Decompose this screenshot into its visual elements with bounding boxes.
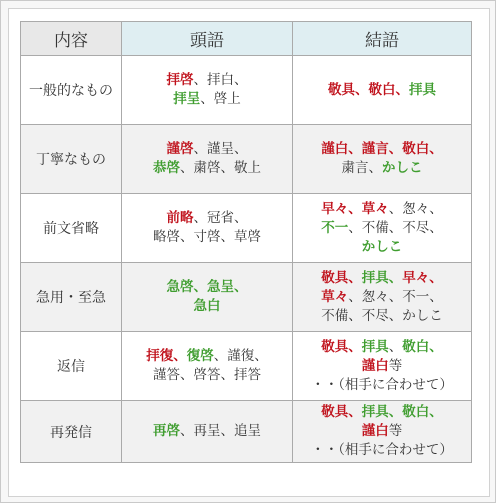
term-line — [295, 269, 469, 288]
term-text: 、 — [388, 141, 403, 157]
term-text: 再啓 — [153, 423, 180, 439]
term-text: 怱々、不一、 — [361, 288, 443, 305]
header-row — [21, 22, 472, 56]
term-text: 謹啓 — [166, 141, 194, 157]
term-text: 敬具 — [321, 338, 349, 355]
term-line — [295, 81, 469, 100]
term-text: 謹呈、 — [207, 141, 248, 157]
header-category: 内容 — [21, 22, 122, 56]
term-text: 拝具 — [361, 269, 389, 286]
term-text: 不一 — [321, 219, 349, 236]
opening-cell — [122, 263, 293, 332]
term-line — [124, 366, 290, 385]
term-text: 等 — [388, 357, 403, 374]
term-text: 、 — [388, 338, 403, 355]
term-text: 等 — [388, 423, 403, 439]
greeting-table — [20, 21, 472, 463]
term-text: 冠省、 — [207, 210, 248, 226]
term-text: 、 — [200, 91, 214, 107]
term-text: かしこ — [382, 160, 423, 176]
term-line — [124, 347, 290, 366]
term-text: 、 — [429, 269, 443, 286]
row-category: 丁寧なもの — [21, 125, 122, 194]
term-text: 粛啓、敬上 — [193, 160, 261, 176]
term-line — [295, 140, 469, 159]
term-text: 不備、不尽、かしこ — [321, 307, 443, 324]
term-text: 拝具 — [409, 81, 436, 98]
header-opening: 頭語 — [122, 22, 293, 56]
table-row — [21, 125, 472, 194]
term-text: 敬具 — [321, 269, 349, 286]
term-text: 、 — [355, 81, 369, 98]
term-text: 、 — [348, 219, 362, 236]
term-line — [124, 90, 290, 109]
term-text: 略啓、寸啓、草啓 — [153, 229, 261, 245]
term-text: 恭啓 — [153, 160, 180, 176]
term-text: ・・（相手に合わせて） — [311, 376, 453, 393]
term-text: 拝復 — [146, 348, 174, 364]
table-row — [21, 401, 472, 463]
term-text: 、 — [348, 288, 362, 305]
opening-cell — [122, 56, 293, 125]
term-text: 再呈、追呈 — [193, 423, 261, 439]
term-text: 、 — [180, 423, 194, 439]
term-text: かしこ — [361, 238, 403, 255]
closing-cell — [293, 332, 472, 401]
closing-cell — [293, 401, 472, 463]
term-line — [295, 307, 469, 326]
closing-cell — [293, 263, 472, 332]
term-line — [295, 159, 469, 178]
term-text: 早々 — [321, 200, 349, 217]
term-text: ・・（相手に合わせて） — [311, 442, 453, 458]
term-text: 、 — [388, 200, 403, 217]
term-line — [124, 140, 290, 159]
term-text: 、 — [348, 200, 362, 217]
term-text: 拝呈 — [173, 91, 201, 107]
term-text: 敬白 — [368, 81, 396, 98]
term-text: 敬具 — [321, 404, 349, 420]
term-text: 謹復、 — [227, 348, 268, 364]
term-line — [295, 403, 469, 422]
term-line — [124, 71, 290, 90]
term-text: 草々 — [361, 200, 389, 217]
term-line — [124, 228, 290, 247]
term-text: 、 — [173, 348, 187, 364]
term-text: 、 — [388, 404, 403, 420]
term-text: 不備、不尽、 — [361, 219, 443, 236]
term-text: 、 — [429, 404, 443, 420]
term-line — [295, 441, 469, 460]
term-line — [295, 338, 469, 357]
opening-cell — [122, 194, 293, 263]
closing-cell — [293, 194, 472, 263]
term-text: 、 — [348, 141, 362, 157]
term-line — [124, 422, 290, 441]
opening-cell — [122, 332, 293, 401]
term-line — [124, 159, 290, 178]
term-text: 拝啓 — [166, 72, 194, 88]
term-line — [124, 209, 290, 228]
row-category: 急用・至急 — [21, 263, 122, 332]
term-text: 粛言、 — [341, 160, 382, 176]
term-text: 敬白 — [402, 338, 430, 355]
row-category: 前文省略 — [21, 194, 122, 263]
term-text: 、 — [395, 81, 409, 98]
closing-cell — [293, 125, 472, 194]
term-text: 敬具 — [328, 81, 355, 98]
term-text: 、 — [180, 160, 194, 176]
term-text: 早々 — [402, 269, 430, 286]
closing-cell — [293, 56, 472, 125]
header-closing: 結語 — [293, 22, 472, 56]
term-text: 謹白 — [361, 423, 389, 439]
term-text: 謹白 — [361, 357, 389, 374]
term-text: 、 — [213, 348, 228, 364]
opening-cell — [122, 125, 293, 194]
term-text: 、 — [193, 210, 207, 226]
term-line — [124, 278, 290, 297]
term-text: 怱々、 — [402, 200, 443, 217]
row-category: 一般的なもの — [21, 56, 122, 125]
term-text: 敬白 — [402, 404, 430, 420]
term-text: 拝具 — [361, 338, 389, 355]
term-text: 急呈 — [207, 279, 234, 295]
term-text: 草々 — [321, 288, 349, 305]
term-text: 謹白 — [321, 141, 349, 157]
term-text: 謹言 — [361, 141, 389, 157]
term-text: 急白 — [193, 298, 221, 314]
term-text: 急啓 — [166, 279, 194, 295]
term-text: 、 — [193, 279, 207, 295]
opening-cell — [122, 401, 293, 463]
term-line — [295, 422, 469, 441]
term-text: 前略 — [166, 210, 194, 226]
term-text: 拝具 — [361, 404, 389, 420]
term-text: 敬白 — [402, 141, 430, 157]
term-line — [295, 376, 469, 395]
term-line — [295, 200, 469, 219]
term-text: 、 — [429, 338, 443, 355]
term-text: 、 — [234, 279, 248, 295]
row-category: 再発信 — [21, 401, 122, 463]
term-text: 、 — [193, 141, 207, 157]
term-text: 、 — [348, 269, 362, 286]
term-line — [295, 288, 469, 307]
term-text: 、 — [388, 269, 403, 286]
table-row — [21, 263, 472, 332]
term-text: 、 — [193, 72, 207, 88]
table-row — [21, 56, 472, 125]
term-text: 啓上 — [213, 91, 241, 107]
term-text: 拝白、 — [207, 72, 248, 88]
term-text: 、 — [348, 404, 362, 420]
term-line — [124, 297, 290, 316]
term-text: 、 — [348, 338, 362, 355]
term-line — [295, 357, 469, 376]
row-category: 返信 — [21, 332, 122, 401]
term-text: 、 — [429, 141, 443, 157]
term-text: 謹答、啓答、拝答 — [153, 367, 261, 383]
table-row — [21, 194, 472, 263]
term-text: 復啓 — [186, 348, 214, 364]
term-line — [295, 238, 469, 257]
term-line — [295, 219, 469, 238]
table-row — [21, 332, 472, 401]
